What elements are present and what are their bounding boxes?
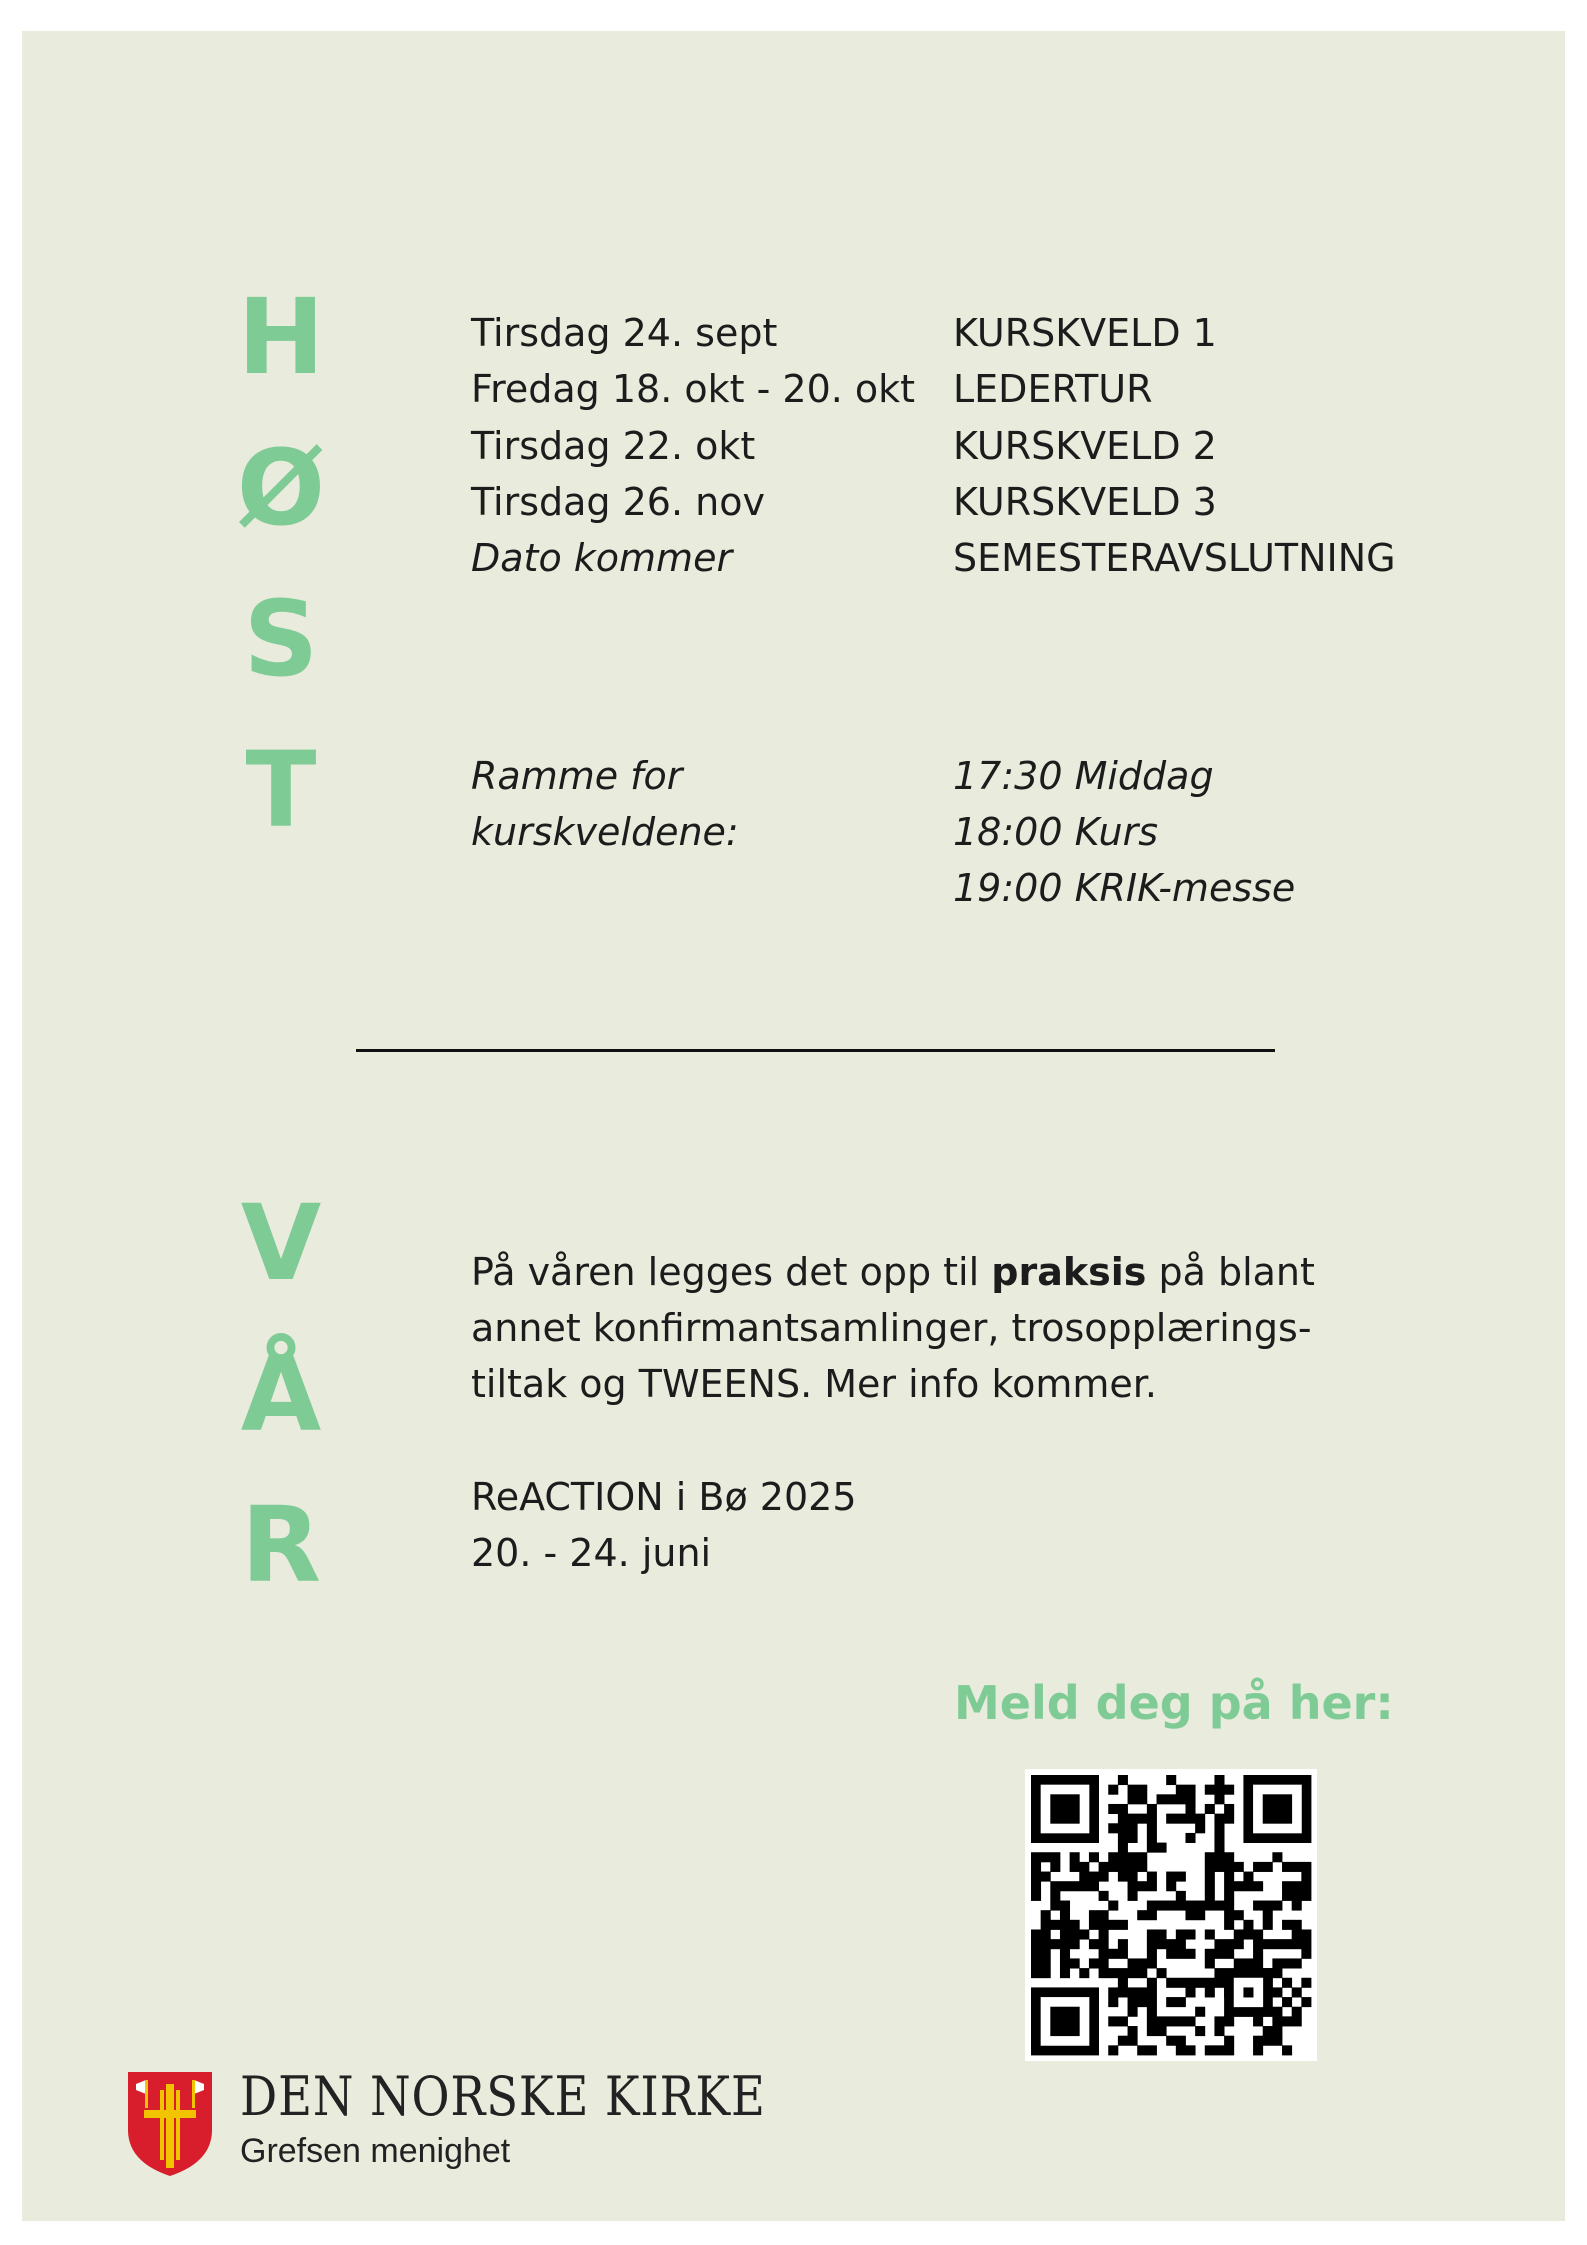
- spring-description: [471, 1244, 1351, 1412]
- schedule-date: Tirsdag 26. nov: [471, 480, 765, 524]
- section-divider: [356, 1049, 1275, 1052]
- schedule-event: SEMESTERAVSLUTNING: [953, 536, 1396, 580]
- course-frame-times: [953, 748, 1295, 916]
- autumn-heading-letter-h: H: [237, 276, 325, 398]
- spring-description-line: annet konfirmantsamlinger, trosopplærings-: [471, 1306, 1312, 1350]
- organization-name: DEN NORSKE KIRKE: [240, 2065, 766, 2128]
- course-frame-time: 18:00 Kurs: [953, 810, 1158, 854]
- autumn-heading-letter-s: S: [243, 578, 319, 700]
- parish-name: Grefsen menighet: [240, 2132, 511, 2170]
- schedule-event: LEDERTUR: [953, 367, 1153, 411]
- schedule-date: Fredag 18. okt - 20. okt: [471, 367, 916, 411]
- spring-heading-letter-r: R: [240, 1484, 322, 1606]
- schedule-date: Tirsdag 24. sept: [471, 311, 778, 355]
- spring-heading-letter-v: V: [240, 1182, 322, 1304]
- signup-label: Meld deg på her:: [954, 1676, 1394, 1730]
- organization-logo: [126, 2065, 786, 2180]
- course-frame-time: 17:30 Middag: [953, 754, 1214, 798]
- spring-text: på blant: [1146, 1250, 1315, 1294]
- spring-text: På våren legges det opp til: [471, 1250, 992, 1294]
- schedule-date: Tirsdag 22. okt: [471, 424, 756, 468]
- course-frame-label: [471, 748, 911, 860]
- spring-text-bold: praksis: [991, 1250, 1147, 1294]
- spring-heading-letter-a: Å: [240, 1333, 322, 1455]
- reaction-event-title: ReACTION i Bø 2025: [471, 1475, 857, 1519]
- qr-code[interactable]: [1025, 1769, 1317, 2061]
- course-frame-label-line: kurskveldene:: [471, 810, 739, 854]
- reaction-event: [471, 1469, 857, 1581]
- autumn-heading-letter-t: T: [245, 729, 317, 851]
- course-frame-label-line: Ramme for: [471, 754, 683, 798]
- reaction-event-dates: 20. - 24. juni: [471, 1531, 712, 1575]
- qr-code-graphic: [1025, 1769, 1317, 2061]
- poster-page: [22, 31, 1565, 2221]
- course-frame-time: 19:00 KRIK-messe: [953, 866, 1296, 910]
- church-shield-icon: [126, 2070, 214, 2178]
- autumn-heading-letter-o: Ø: [236, 427, 326, 549]
- schedule-date: Dato kommer: [471, 536, 733, 580]
- schedule-event: KURSKVELD 1: [953, 311, 1217, 355]
- spring-description-line: tiltak og TWEENS. Mer info kommer.: [471, 1362, 1157, 1406]
- schedule-event: KURSKVELD 2: [953, 424, 1217, 468]
- spring-description-line: [471, 1244, 1351, 1300]
- schedule-event: KURSKVELD 3: [953, 480, 1217, 524]
